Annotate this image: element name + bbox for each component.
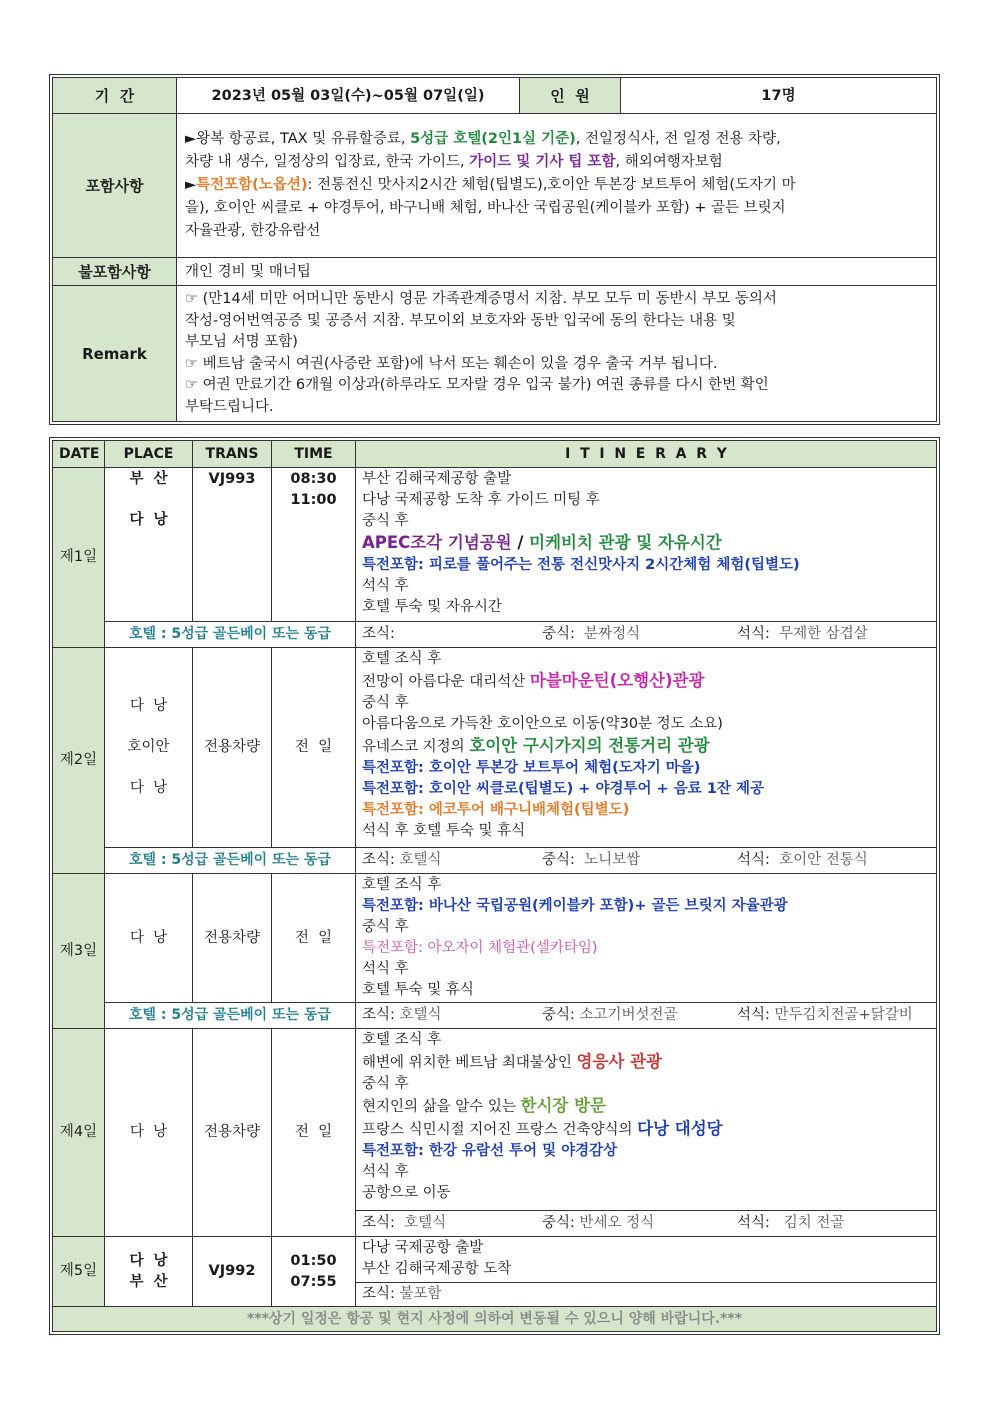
schedule-line: 부산 김해국제공항 출발	[362, 471, 512, 487]
schedule-line: 석식 후	[362, 578, 409, 594]
breakfast-label: 조식:	[362, 626, 395, 642]
place-name: 다 낭	[129, 780, 168, 796]
day4-schedule	[356, 1029, 937, 1211]
special-line: 특전포함: 에코투어 배구니배체험(팁별도)	[362, 802, 630, 818]
lunch-value: 소고기버섯전골	[579, 1007, 678, 1023]
special-line: 특전포함: 아오자이 체험관(셀카타임)	[362, 940, 598, 956]
schedule-text: 현지인의 삶을 알수 있는	[362, 1099, 521, 1115]
day5-place	[105, 1237, 193, 1307]
includes-text: , 해외여행자보험	[615, 154, 723, 170]
lunch-value: 반세오 정식	[579, 1215, 655, 1231]
schedule-line: 중식 후	[362, 695, 409, 711]
breakfast-value: 호텔식	[399, 852, 442, 868]
includes-text: 을), 호이안 씨클로 + 야경투어, 바구니배 체험, 바나산 국립공원(케이블카 포함) + 골든 브릿지	[185, 200, 786, 216]
time-value: 11:00	[290, 492, 337, 508]
header-date: DATE	[53, 441, 105, 468]
day5-schedule	[356, 1237, 937, 1283]
place-name: 다 낭	[129, 1252, 168, 1269]
schedule-line: 호텔 조식 후	[362, 877, 442, 893]
includes-text: : 전통전신 맛사지2시간 체험(팁별도),호이안 투본강 보트투어 체험(도자기 마	[307, 177, 796, 193]
place-name: 부 산	[129, 471, 168, 487]
tour-info-box	[49, 74, 940, 425]
day5-meals	[356, 1283, 937, 1307]
day5-row	[53, 1237, 937, 1283]
excludes-value: 개인 경비 및 매너팁	[177, 258, 937, 286]
day1-label: 제1일	[53, 468, 105, 648]
day5-trans: VJ992	[193, 1237, 272, 1307]
day3-meal-row	[53, 1003, 937, 1029]
day1-schedule	[356, 468, 937, 622]
day2-hotel: 호텔 : 5성급 골든베이 또는 동급	[105, 848, 356, 874]
day3-row	[53, 874, 937, 1003]
day3-label: 제3일	[53, 874, 105, 1029]
place-name: 다 낭	[129, 698, 168, 714]
day4-meals	[356, 1211, 937, 1237]
breakfast-label: 조식:	[362, 1007, 395, 1023]
day3-schedule	[356, 874, 937, 1003]
highlight-text: 다낭 대성당	[637, 1119, 723, 1138]
day1-meal-row	[53, 622, 937, 648]
remark-line: ☞ 베트남 출국시 여권(사증란 포함)에 낙서 또는 훼손이 있을 경우 출국 거부 됩니다.	[185, 355, 718, 372]
header-itinerary: I T I N E R A R Y	[356, 441, 937, 468]
schedule-line: 중식 후	[362, 513, 409, 529]
day3-place: 다 낭	[105, 874, 193, 1003]
includes-text: 차량 내 생수, 일정상의 입장료, 한국 가이드,	[185, 154, 470, 170]
day2-time: 전 일	[272, 648, 356, 848]
breakfast-label: 조식:	[362, 1215, 395, 1231]
remark-line: 부모님 서명 포함)	[185, 334, 298, 350]
day2-trans: 전용차량	[193, 648, 272, 848]
footer-row	[53, 1307, 937, 1332]
highlight-text: 호이안 구시가지의 전통거리 관광	[469, 736, 710, 755]
day3-hotel: 호텔 : 5성급 골든베이 또는 동급	[105, 1003, 356, 1029]
day2-schedule	[356, 648, 937, 848]
day1-place	[105, 468, 193, 622]
schedule-line: 공항으로 이동	[362, 1185, 451, 1201]
day1-row	[53, 468, 937, 622]
highlight-text: 마블마운틴(오행산)관광	[529, 671, 705, 690]
day4-time: 전 일	[272, 1029, 356, 1237]
includes-text: 자율관광, 한강유람선	[185, 223, 321, 239]
lunch-label: 중식:	[542, 852, 575, 868]
day2-meals	[356, 848, 937, 874]
schedule-line: 다낭 국제공항 도착 후 가이드 미팅 후	[362, 492, 600, 508]
day4-label: 제4일	[53, 1029, 105, 1237]
dinner-value: 무제한 삼겹살	[779, 626, 868, 642]
day2-label: 제2일	[53, 648, 105, 874]
tour-info-table	[52, 77, 937, 422]
place-name: 다 낭	[129, 512, 168, 528]
people-label: 인 원	[520, 78, 621, 114]
remark-line: 부탁드립니다.	[185, 398, 274, 415]
special-line: 특전포함: 호이안 투본강 보트투어 체험(도자기 마을)	[362, 760, 701, 776]
schedule-line	[362, 735, 930, 758]
day3-meals	[356, 1003, 937, 1029]
special-included-highlight: 특전포함(노옵션)	[196, 177, 308, 193]
schedule-line: 호텔 조식 후	[362, 651, 442, 667]
day4-place: 다 낭	[105, 1029, 193, 1237]
dinner-label: 석식:	[737, 1007, 770, 1023]
period-label: 기 간	[53, 78, 177, 114]
remark-content	[177, 286, 937, 422]
header-trans: TRANS	[193, 441, 272, 468]
lunch-label: 중식:	[542, 1215, 575, 1231]
includes-content	[177, 114, 937, 258]
schedule-line: 다낭 국제공항 출발	[362, 1240, 484, 1256]
day5-time	[272, 1237, 356, 1307]
schedule-line: 중식 후	[362, 1076, 409, 1092]
people-value: 17명	[621, 78, 937, 114]
dinner-label: 석식:	[737, 626, 770, 642]
breakfast-value: 호텔식	[404, 1215, 447, 1231]
highlight-text: 한시장 방문	[520, 1096, 606, 1115]
schedule-line: 호텔 투숙 및 휴식	[362, 982, 474, 998]
special-line: 특전포함: 피로를 풀어주는 전통 전신맛사지 2시간체험 체험(팁별도)	[362, 557, 800, 573]
schedule-line	[362, 670, 930, 693]
day2-place	[105, 648, 193, 848]
schedule-line: 호텔 조식 후	[362, 1032, 442, 1048]
breakfast-label: 조식:	[362, 852, 395, 868]
day5-label: 제5일	[53, 1237, 105, 1307]
separator-text: /	[511, 533, 530, 552]
period-value: 2023년 05월 03일(수)~05월 07일(일)	[177, 78, 520, 114]
breakfast-label: 조식:	[362, 1286, 395, 1302]
schedule-text: 해변에 위치한 베트남 최대불상인	[362, 1055, 577, 1071]
hotel-grade-highlight: 5성급 호텔(2인1실 기준)	[410, 131, 576, 147]
schedule-line: 호텔 투숙 및 자유시간	[362, 599, 502, 615]
day3-trans: 전용차량	[193, 874, 272, 1003]
day1-time	[272, 468, 356, 622]
schedule-line: 석식 후	[362, 961, 409, 977]
highlight-text: 영응사 관광	[576, 1052, 662, 1071]
place-name: 부 산	[129, 1273, 168, 1290]
includes-text: , 전일정식사, 전 일정 전용 차량,	[575, 131, 781, 147]
time-value: 07:55	[290, 1273, 337, 1290]
special-line: 특전포함: 바나산 국립공원(케이블카 포함)+ 골든 브릿지 자율관광	[362, 898, 788, 914]
day4-row	[53, 1029, 937, 1211]
schedule-line: 부산 김해국제공항 도착	[362, 1261, 512, 1277]
day3-time: 전 일	[272, 874, 356, 1003]
day1-hotel: 호텔 : 5성급 골든베이 또는 동급	[105, 622, 356, 648]
time-value: 01:50	[290, 1252, 337, 1269]
schedule-line: 아름다움으로 가득찬 호이안으로 이동(약30분 정도 소요)	[362, 716, 723, 732]
day2-meal-row	[53, 848, 937, 874]
header-place: PLACE	[105, 441, 193, 468]
lunch-label: 중식:	[542, 626, 575, 642]
remark-line: ☞ 여권 만료기간 6개월 이상과(하루라도 모자랄 경우 입국 불가) 여권 종류를 다시 한번 확인	[185, 377, 769, 393]
schedule-line	[362, 532, 930, 555]
schedule-text: 유네스코 지정의	[362, 739, 470, 755]
schedule-text: 전망이 아름다운 대리석산	[362, 674, 530, 690]
breakfast-value: 호텔식	[399, 1007, 442, 1023]
dinner-label: 석식:	[737, 1215, 770, 1231]
place-name: 호이안	[127, 739, 170, 755]
dinner-value: 호이안 전통식	[779, 852, 868, 868]
highlight-text: APEC조각 기념공원	[362, 533, 512, 552]
itinerary-header-row	[53, 441, 937, 468]
schedule-line	[362, 1051, 930, 1074]
day2-row	[53, 648, 937, 848]
excludes-label: 불포함사항	[53, 258, 177, 286]
includes-text: ►왕복 항공료, TAX 및 유류할증료,	[185, 131, 411, 147]
day4-trans: 전용차량	[193, 1029, 272, 1237]
includes-label: 포함사항	[53, 114, 177, 258]
footer-notice: ***상기 일정은 항공 및 현지 사정에 의하여 변동될 수 있으니 양해 바랍니다.***	[53, 1307, 937, 1332]
remark-line: 작성-영어번역공증 및 공증서 지참. 부모이외 보호자와 동반 입국에 동의 한다는 내용 및	[185, 312, 736, 329]
schedule-line	[362, 1095, 930, 1118]
tip-included-highlight: 가이드 및 기사 팁 포함	[469, 154, 616, 170]
lunch-value: 분짜정식	[584, 626, 641, 642]
time-value: 08:30	[290, 471, 337, 487]
dinner-label: 석식:	[737, 852, 770, 868]
dinner-value: 김치 전골	[783, 1215, 845, 1231]
day1-meals	[356, 622, 937, 648]
header-time: TIME	[272, 441, 356, 468]
remark-label: Remark	[53, 286, 177, 422]
schedule-line: 중식 후	[362, 919, 409, 935]
remark-line: ☞ (만14세 미만 어머니만 동반시 영문 가족관계증명서 지참. 부모 모두 미 동반시 부모 동의서	[185, 291, 777, 307]
lunch-value: 노니보쌈	[584, 852, 641, 868]
itinerary-table	[52, 440, 937, 1332]
lunch-label: 중식:	[542, 1007, 575, 1023]
schedule-line	[362, 1118, 930, 1141]
schedule-text: 프랑스 식민시절 지어진 프랑스 건축양식의	[362, 1122, 638, 1138]
schedule-line: 석식 후 호텔 투숙 및 휴식	[362, 823, 526, 839]
bullet-marker: ►	[185, 177, 197, 193]
breakfast-value: 불포함	[399, 1286, 442, 1302]
dinner-value: 만두김치전골+닭갈비	[774, 1007, 913, 1023]
itinerary-box	[49, 437, 940, 1335]
highlight-text: 미케비치 관광 및 자유시간	[529, 533, 722, 552]
special-line: 특전포함: 호이안 씨클로(팁별도) + 야경투어 + 음료 1잔 제공	[362, 781, 764, 797]
schedule-line: 석식 후	[362, 1164, 409, 1180]
special-line: 특전포함: 한강 유람선 투어 및 야경감상	[362, 1143, 618, 1159]
day1-trans: VJ993	[193, 468, 272, 622]
